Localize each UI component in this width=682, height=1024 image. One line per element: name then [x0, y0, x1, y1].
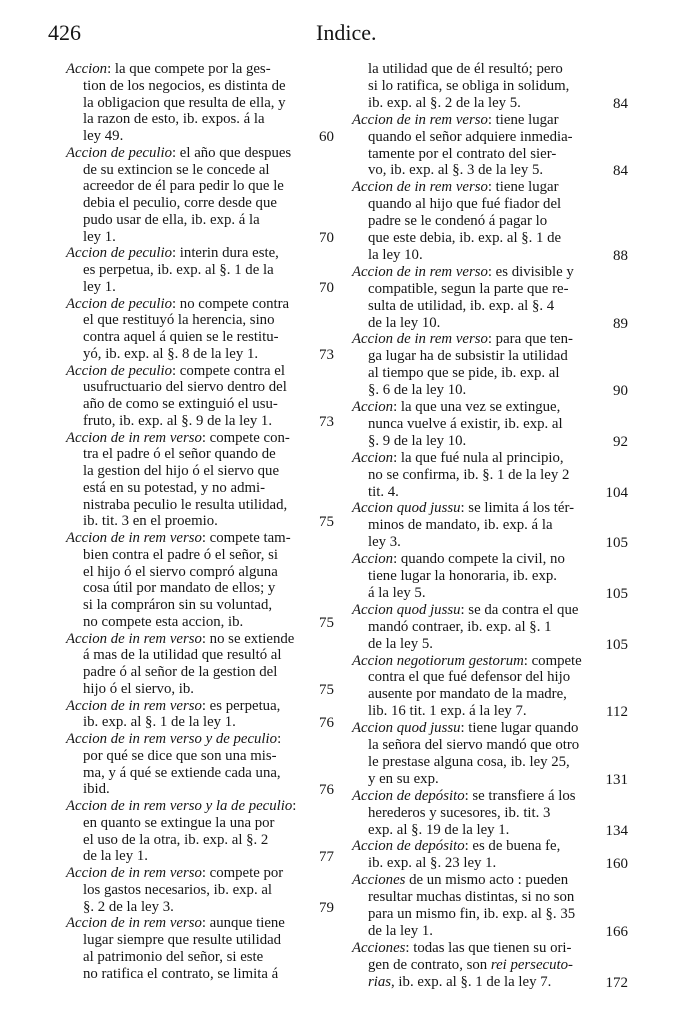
- entry-text: quando el señor adquiere inmedia-: [368, 128, 573, 145]
- entry-heading: Accion de in rem verso: [66, 915, 202, 932]
- index-line: [83, 814, 303, 832]
- entry-heading: Accion de peculio: [66, 362, 172, 379]
- index-line: [83, 395, 303, 413]
- entry-heading: Accion: [352, 551, 394, 568]
- page-reference: 84: [613, 95, 628, 112]
- entry-text: fruto, ib. exp. al §. 9 de la ley 1.: [83, 412, 273, 429]
- page-reference: 77: [319, 849, 334, 866]
- index-line: [83, 378, 303, 396]
- index-line: [83, 177, 303, 195]
- page-reference: 76: [319, 782, 334, 799]
- entry-text: : la que compete por la ges-: [107, 61, 271, 77]
- entry-text: sulta de utilidad, ib. exp. al §. 4: [368, 297, 555, 314]
- entry-heading: Accion de in rem verso: [352, 263, 488, 280]
- entry-text: los gastos necesarios, ib. exp. al: [83, 881, 273, 898]
- page-reference: 75: [319, 514, 334, 531]
- entry-text: : quando compete la civil, no: [393, 551, 565, 568]
- entry-text: , ib. exp. al §. 1 de la ley 7.: [391, 973, 552, 990]
- entry-text: gen de contrato, son: [368, 956, 491, 973]
- entry-heading: Accion quod jussu: [352, 601, 461, 618]
- entry-heading: Acciones: [352, 939, 406, 956]
- index-line: [83, 194, 303, 212]
- entry-text: tiene lugar la honoraria, ib. exp.: [368, 568, 557, 584]
- index-line: [368, 804, 585, 822]
- entry-text: á mas de la utilidad que resultó al: [83, 647, 282, 664]
- index-line: [83, 328, 303, 346]
- index-line: [368, 685, 585, 703]
- entry-text: §. 9 de la ley 10.: [368, 432, 467, 449]
- entry-text: : la que una vez se extingue,: [393, 399, 561, 415]
- page-reference: 105: [605, 636, 628, 653]
- index-line: [368, 195, 585, 213]
- index-line: [368, 229, 585, 247]
- index-line: [352, 719, 586, 737]
- entry-text: padre ó al señor de la gestion del: [83, 664, 278, 680]
- entry-text: resultar muchas distintas, si no son: [368, 889, 575, 906]
- page-reference: 104: [605, 484, 628, 501]
- entry-text: al tiempo que se pide, ib. exp. al: [368, 365, 560, 382]
- entry-heading: Accion de in rem verso: [352, 179, 488, 196]
- entry-text: : es perpetua,: [201, 697, 281, 714]
- page-reference: 105: [605, 585, 628, 602]
- entry-heading: Accion de in rem verso: [66, 530, 202, 546]
- index-line: [83, 965, 303, 983]
- page-reference: 166: [605, 923, 628, 940]
- entry-text: de la ley 5.: [368, 635, 433, 652]
- index-line: [66, 797, 303, 815]
- page-reference: 84: [613, 163, 628, 180]
- index-line: [66, 60, 303, 78]
- index-line: [83, 747, 303, 765]
- entry-text: de la ley 1.: [368, 922, 433, 939]
- index-line: [83, 110, 303, 128]
- entry-text: : tiene lugar: [487, 179, 559, 196]
- entry-heading: Accion de in rem verso: [66, 865, 202, 881]
- entry-text: de la ley 1.: [83, 848, 148, 865]
- index-line: [352, 550, 586, 568]
- entry-text: : todas las que tienen su ori-: [405, 939, 572, 956]
- entry-text: no ratifica el contrato, se limita á: [83, 965, 279, 982]
- index-line: [368, 567, 585, 585]
- page-reference: 134: [605, 822, 628, 839]
- index-line: [368, 753, 585, 771]
- entry-heading: Accion: [352, 399, 394, 415]
- entry-text: : para que ten-: [487, 331, 573, 348]
- entry-text: ib. exp. al §. 23 ley 1.: [368, 855, 497, 872]
- index-line: [83, 579, 303, 597]
- entry-text: lib. 16 tit. 1 exp. á la ley 7.: [368, 703, 527, 720]
- entry-text: hijo ó el siervo, ib.: [83, 680, 194, 697]
- entry-text: que este debia, ib. exp. al §. 1 de: [368, 230, 562, 246]
- index-line: [368, 297, 585, 315]
- entry-text: vo, ib. exp. al §. 3 de la ley 5.: [368, 162, 544, 179]
- index-line: [66, 295, 303, 313]
- entry-text: : es divisible y: [487, 263, 574, 280]
- index-line: [83, 663, 303, 681]
- entry-text: nistraba peculio le resulta utilidad,: [83, 496, 288, 513]
- entry-text: : no se extiende: [201, 630, 295, 647]
- entry-heading: Accion de in rem verso y la de peculio: [66, 798, 293, 814]
- entry-text: bien contra el padre ó el señor, si: [83, 546, 278, 563]
- index-line: [352, 111, 586, 129]
- page-reference: 112: [606, 704, 628, 721]
- entry-text: contra el que fué defensor del hijo: [368, 669, 571, 686]
- page-reference: 89: [613, 315, 628, 332]
- entry-text: ausente por mandato de la madre,: [368, 686, 567, 703]
- page-reference: 90: [613, 383, 628, 400]
- index-line: [352, 837, 586, 855]
- entry-text: herederos y sucesores, ib. tit. 3: [368, 804, 551, 821]
- entry-text: si lo ratifica, se obliga in solidum,: [368, 77, 570, 94]
- entry-text: ib. tit. 3 en el proemio.: [83, 513, 218, 530]
- page-reference: 88: [613, 247, 628, 264]
- entry-text: de un mismo acto : pueden: [405, 872, 569, 889]
- entry-text: : aunque tiene: [201, 915, 285, 932]
- entry-text: es perpetua, ib. exp. al §. 1 de la: [83, 262, 274, 278]
- entry-text: ma, y á qué se extiende cada una,: [83, 764, 281, 781]
- index-line: [368, 888, 585, 906]
- entry-heading: rei persecuto-: [490, 956, 573, 973]
- entry-text: : compete con-: [201, 429, 290, 446]
- entry-text: : tiene lugar quando: [460, 720, 579, 737]
- index-line: [352, 871, 586, 889]
- entry-text: tra el padre ó el señor quando de: [83, 446, 276, 463]
- index-line: [368, 956, 585, 974]
- index-line: [352, 330, 586, 348]
- index-line: [83, 931, 303, 949]
- entry-text: ga lugar ha de subsistir la utilidad: [368, 348, 568, 365]
- entry-text: no se confirma, ib. §. 1 de la ley 2: [368, 466, 570, 483]
- index-line: [83, 563, 303, 581]
- entry-text: debia el peculio, corre desde que: [83, 195, 277, 211]
- entry-text: : no compete contra: [172, 295, 290, 312]
- index-line: [368, 466, 585, 484]
- index-line: [83, 948, 303, 966]
- entry-text: por qué se dice que son una mis-: [83, 747, 277, 764]
- index-line: [83, 462, 303, 480]
- entry-text: yó, ib. exp. al §. 8 de la ley 1.: [83, 345, 259, 362]
- entry-text: ib. exp. al §. 2 de la ley 5.: [368, 94, 521, 111]
- entry-text: §. 6 de la ley 10.: [368, 382, 467, 399]
- index-line: [352, 398, 586, 416]
- page-reference: 60: [319, 129, 334, 145]
- page-reference: 76: [319, 715, 334, 732]
- page-reference: 75: [319, 614, 334, 631]
- entry-text: : compete por: [201, 865, 284, 881]
- index-line: [83, 445, 303, 463]
- entry-text: á la ley 5.: [368, 584, 426, 601]
- index-line: [83, 546, 303, 564]
- entry-text: usufructuario del siervo dentro del: [83, 379, 287, 396]
- index-line: [368, 415, 585, 433]
- entry-heading: Accion de in rem verso: [66, 697, 202, 714]
- index-line: [352, 652, 586, 670]
- entry-text: ley 3.: [368, 534, 401, 551]
- entry-text: :: [277, 731, 282, 747]
- index-line: [368, 905, 585, 923]
- page-title: Indice.: [316, 20, 377, 45]
- index-line: [83, 77, 303, 95]
- entry-heading: Accion de depósito: [352, 787, 465, 804]
- index-line: [368, 364, 585, 382]
- index-line: [83, 211, 303, 229]
- entry-text: : se transfiere á los: [464, 787, 576, 804]
- entry-text: minos de mandato, ib. exp. á la: [368, 517, 553, 534]
- entry-heading: Accion: [66, 61, 108, 77]
- entry-text: año de como se extinguió el usu-: [83, 396, 278, 412]
- entry-text: la señora del siervo mandó que otro: [368, 737, 580, 753]
- entry-heading: Accion: [352, 449, 394, 466]
- entry-text: para un mismo fin, ib. exp. al §. 35: [368, 906, 576, 922]
- index-line: [83, 646, 303, 664]
- entry-text: ley 49.: [83, 128, 124, 144]
- entry-text: al patrimonio del señor, si este: [83, 948, 264, 965]
- index-line: [66, 914, 303, 932]
- index-line: [368, 145, 585, 163]
- entry-text: : tiene lugar: [487, 111, 559, 128]
- index-line: [66, 362, 303, 380]
- index-line: [66, 244, 303, 262]
- entry-text: la ley 10.: [368, 246, 423, 263]
- index-line: [83, 161, 303, 179]
- index-line: [368, 60, 585, 78]
- entry-heading: Accion quod jussu: [352, 500, 461, 517]
- page-reference: 73: [319, 346, 334, 363]
- entry-text: mandó contraer, ib. exp. al §. 1: [368, 618, 552, 635]
- page-reference: 131: [605, 771, 628, 788]
- entry-text: de la ley 10.: [368, 314, 441, 331]
- entry-text: no compete esta accion, ib.: [83, 613, 244, 630]
- page-reference: 79: [319, 899, 334, 916]
- index-line: [368, 128, 585, 146]
- entry-heading: Accion de in rem verso y de peculio: [66, 731, 278, 747]
- entry-text: : se da contra el que: [460, 601, 579, 618]
- entry-text: §. 2 de la ley 3.: [83, 898, 174, 915]
- entry-text: : es de buena fe,: [464, 838, 561, 855]
- index-line: [83, 311, 303, 329]
- index-line: [66, 630, 303, 648]
- index-line: [352, 499, 586, 517]
- entry-text: el que restituyó la herencia, sino: [83, 312, 275, 329]
- entry-text: de su extincion se le concede al: [83, 161, 270, 178]
- index-line: [66, 529, 303, 547]
- index-line: [368, 668, 585, 686]
- entry-text: : compete contra el: [172, 362, 285, 379]
- page-reference: 70: [319, 279, 334, 296]
- entry-text: ib. exp. al §. 1 de la ley 1.: [83, 714, 236, 731]
- entry-text: exp. al §. 19 de la ley 1.: [368, 821, 510, 838]
- entry-heading: Accion de depósito: [352, 838, 465, 855]
- entry-heading: Accion de in rem verso: [352, 111, 488, 128]
- entry-text: nunca vuelve á existir, ib. exp. al: [368, 415, 563, 432]
- index-line: [352, 787, 586, 805]
- page-reference: 92: [613, 433, 628, 450]
- index-line: [83, 479, 303, 497]
- index-line: [368, 77, 585, 95]
- page-reference: 105: [605, 535, 628, 552]
- entry-text: ley 1.: [83, 228, 116, 245]
- entry-heading: Accion negotiorum gestorum: [352, 652, 524, 669]
- entry-heading: Accion de peculio: [66, 295, 172, 312]
- page-reference: 75: [319, 681, 334, 698]
- index-line: [83, 261, 303, 279]
- entry-heading: Accion de in rem verso: [66, 630, 202, 647]
- entry-heading: Accion quod jussu: [352, 720, 461, 737]
- entry-text: :: [292, 798, 297, 814]
- entry-text: lugar siempre que resulte utilidad: [83, 932, 282, 948]
- entry-text: tit. 4.: [368, 483, 399, 500]
- page-reference: 172: [605, 974, 628, 991]
- index-line: [368, 212, 585, 230]
- index-line: [66, 429, 303, 447]
- entry-text: el uso de la otra, ib. exp. al §. 2: [83, 831, 269, 848]
- index-line: [368, 516, 585, 534]
- entry-heading: Acciones: [352, 872, 406, 889]
- entry-text: : se limita á los tér-: [460, 500, 575, 517]
- entry-text: cosa útil por mandato de ellos; y: [83, 580, 276, 597]
- entry-heading: rias: [368, 973, 392, 990]
- entry-heading: Accion de peculio: [66, 144, 172, 161]
- entry-text: : compete: [523, 652, 582, 669]
- page-reference: 160: [605, 856, 628, 873]
- index-line: [83, 94, 303, 112]
- index-line: [83, 496, 303, 514]
- index-line: [352, 939, 586, 957]
- entry-heading: Accion de in rem verso: [66, 429, 202, 446]
- entry-text: : el año que despues: [172, 144, 292, 161]
- index-line: [368, 618, 585, 636]
- entry-text: la obligacion que resulta de ella, y: [83, 94, 286, 111]
- entry-text: en quanto se extingue la una por: [83, 814, 275, 831]
- entry-text: la utilidad que de él resultó; pero: [368, 61, 563, 77]
- entry-text: tamente por el contrato del sier-: [368, 145, 557, 162]
- index-line: [352, 178, 586, 196]
- entry-text: : interin dura este,: [172, 245, 279, 262]
- entry-text: ibid.: [83, 781, 110, 798]
- index-line: [352, 263, 586, 281]
- index-line: [83, 881, 303, 899]
- entry-text: si la compráron sin su voluntad,: [83, 597, 273, 613]
- entry-text: le prestase alguna cosa, ib. ley 25,: [368, 753, 570, 770]
- index-line: [352, 449, 586, 467]
- index-line: [66, 144, 303, 162]
- index-line: [83, 596, 303, 614]
- entry-text: el hijo ó el siervo compró alguna: [83, 563, 278, 580]
- entry-heading: Accion de in rem verso: [352, 331, 488, 348]
- entry-text: pudo usar de ella, ib. exp. á la: [83, 211, 260, 228]
- entry-text: y en su exp.: [368, 770, 439, 787]
- entry-text: compatible, segun la parte que re-: [368, 280, 569, 297]
- page-reference: 73: [319, 413, 334, 430]
- index-line: [66, 864, 303, 882]
- entry-text: : la que fué nula al principio,: [393, 449, 564, 466]
- entry-heading: Accion de peculio: [66, 245, 172, 262]
- entry-text: acreedor de él para pedir lo que le: [83, 178, 284, 195]
- entry-text: la gestion del hijo ó el siervo que: [83, 463, 280, 479]
- index-line: [66, 697, 303, 715]
- index-line: [352, 601, 586, 619]
- entry-text: : compete tam-: [201, 530, 291, 546]
- index-line: [368, 347, 585, 365]
- page-number: 426: [48, 20, 81, 45]
- entry-text: contra aquel á quien se le restitu-: [83, 329, 279, 345]
- entry-text: tion de los negocios, es distinta de: [83, 77, 286, 94]
- index-line: [83, 764, 303, 782]
- index-line: [66, 730, 303, 748]
- index-line: [368, 280, 585, 298]
- index-line: [83, 831, 303, 849]
- entry-text: ley 1.: [83, 278, 116, 295]
- entry-text: padre se le condenó á pagar lo: [368, 213, 548, 230]
- index-line: [368, 736, 585, 754]
- page-reference: 70: [319, 229, 334, 246]
- entry-text: está en su potestad, y no admi-: [83, 479, 266, 496]
- entry-text: la razon de esto, ib. expos. á la: [83, 111, 265, 128]
- entry-text: quando al hijo que fué fiador del: [368, 196, 562, 213]
